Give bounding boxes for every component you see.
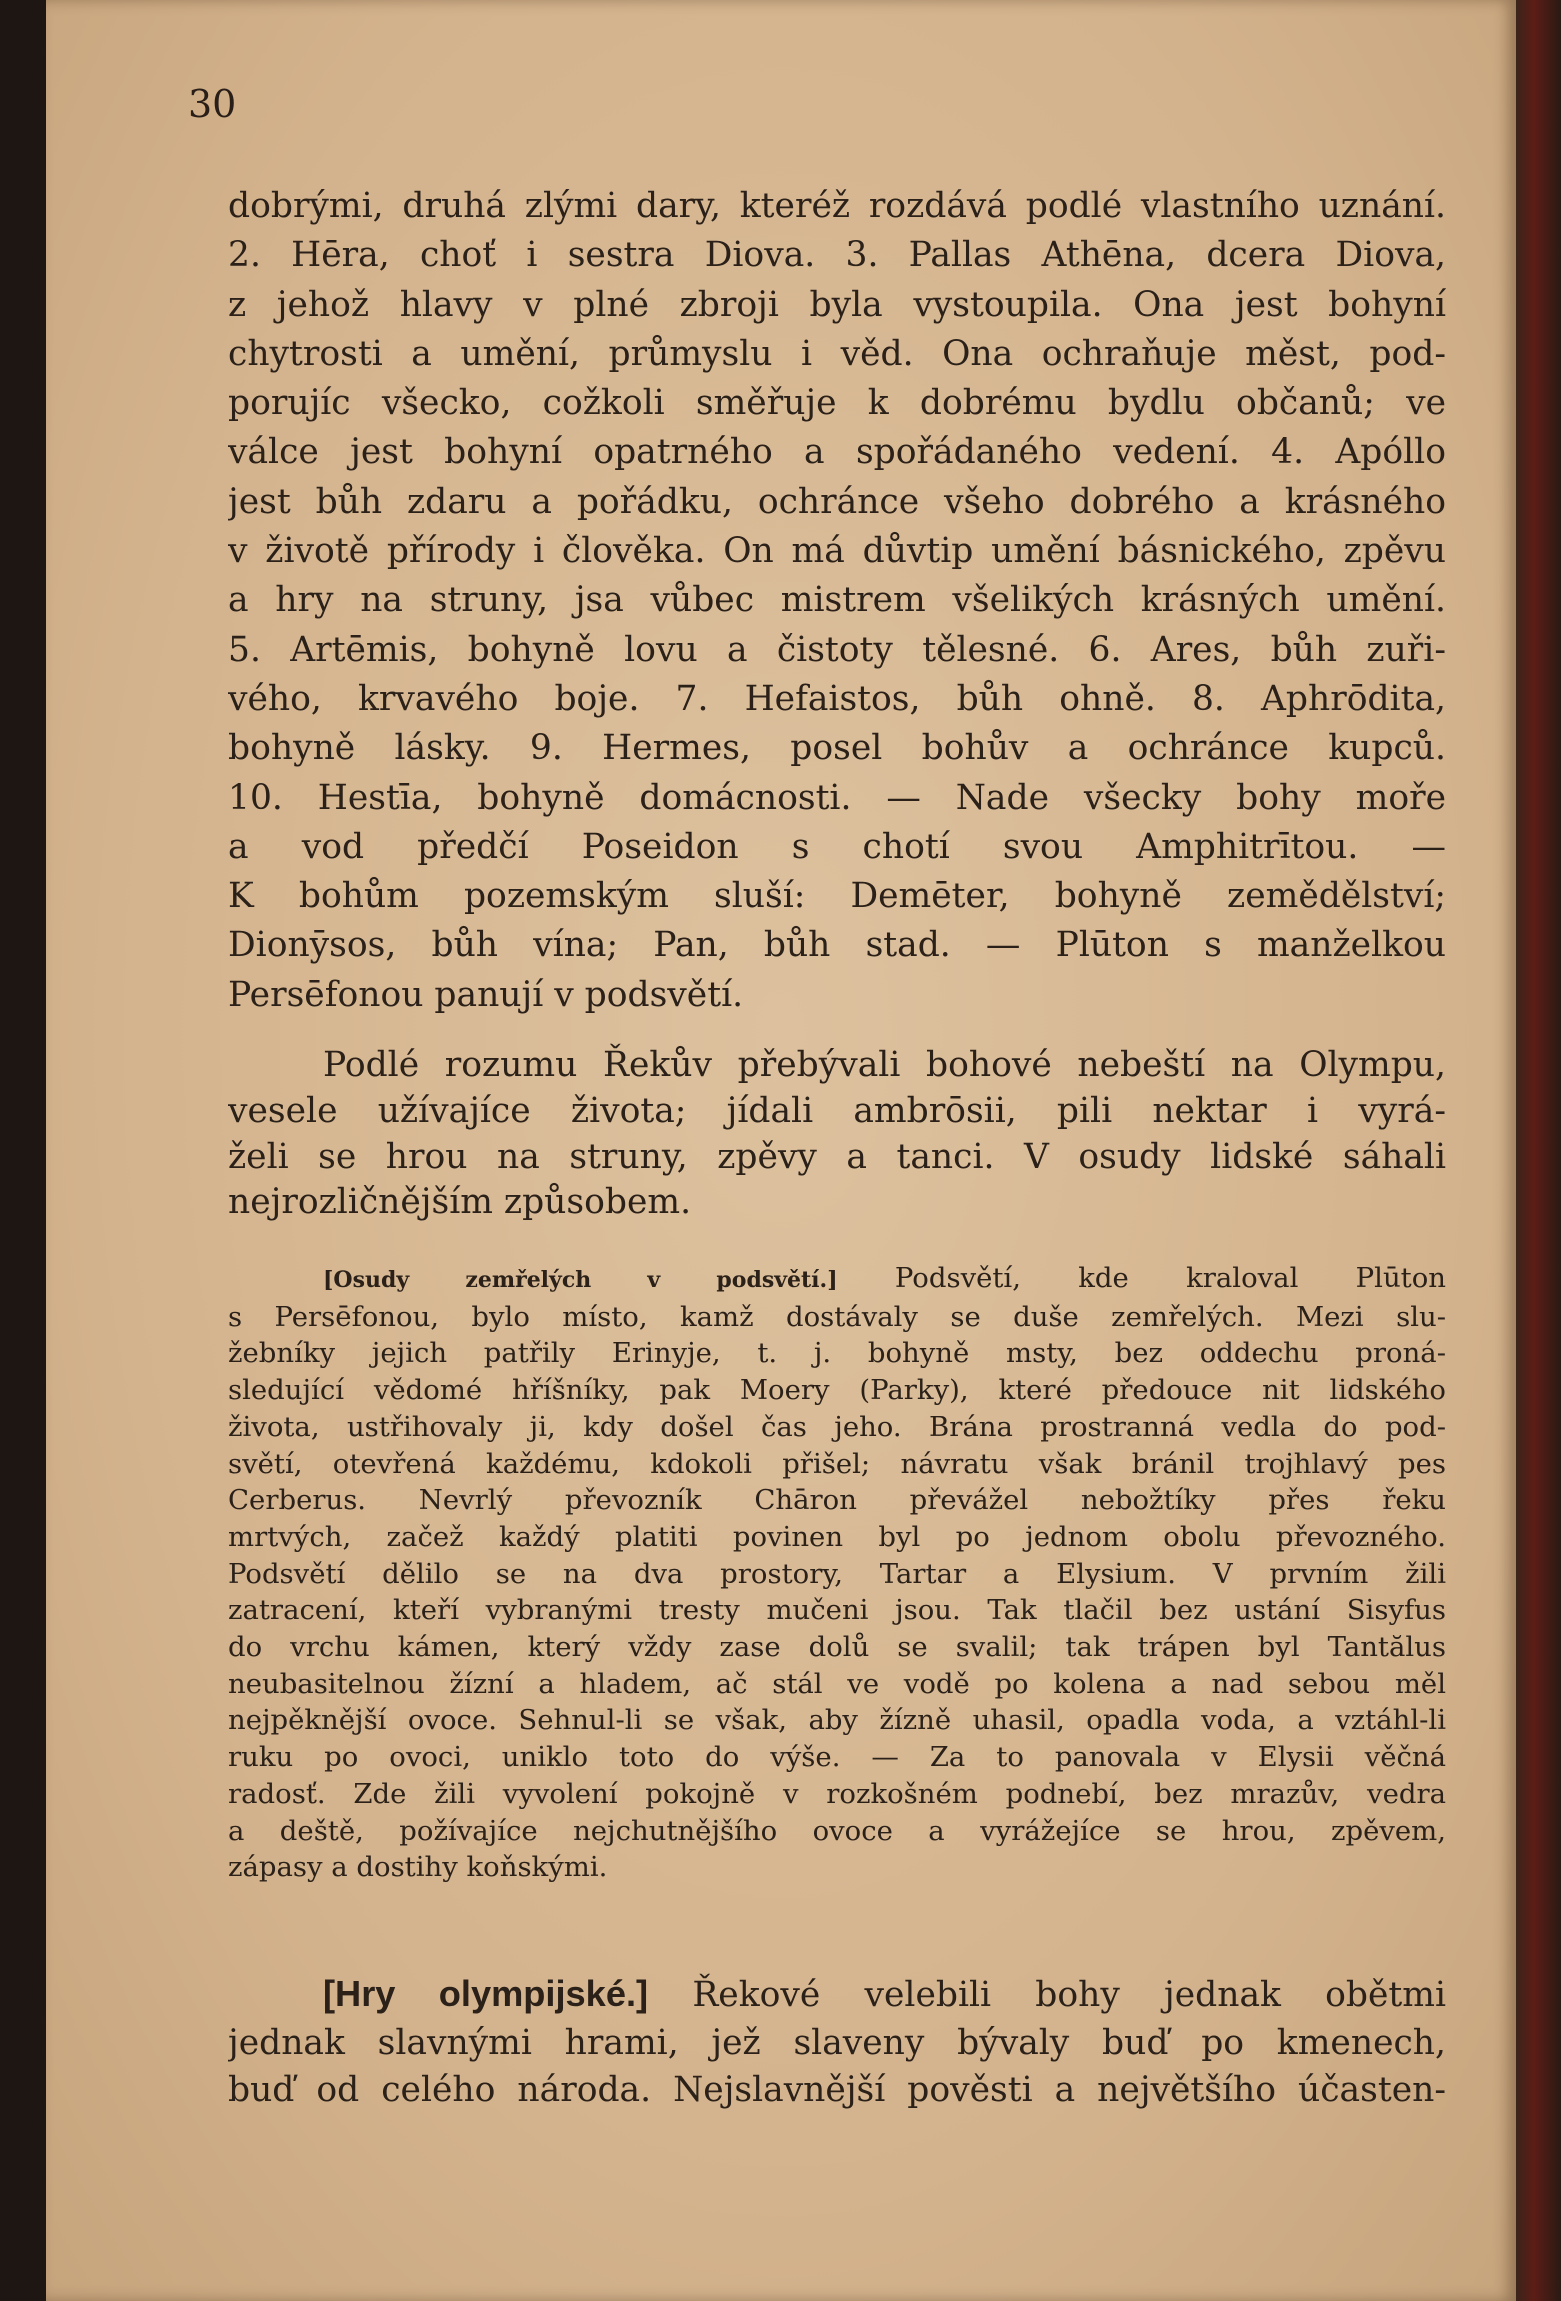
- text-line: a vod předčí Poseidon s chotí svou Amphitrītou. —: [228, 826, 1446, 867]
- text-line: Persēfonou panují v podsvětí.: [228, 974, 744, 1015]
- text-line: ruku po ovoci, uniklo toto do výše. — Za to panovala v Elysii věčná: [228, 1741, 1446, 1774]
- text-line: světí, otevřená každému, kdokoli přišel; návratu však bránil trojhlavý pes: [228, 1447, 1446, 1480]
- text-line: porujíc všecko, cožkoli směřuje k dobrému bydlu občanů; ve: [228, 383, 1446, 424]
- text-line: nejrozličnějším způsobem.: [228, 1182, 692, 1223]
- text-line: [228, 1260, 1446, 1299]
- book-spine: [1516, 0, 1561, 2301]
- text-line: zatracení, kteří vybranými tresty mučeni jsou. Tak tlačil bez ustání Sisyfus: [228, 1594, 1446, 1627]
- text-line: 10. Hestīa, bohyně domácnosti. — Nade všecky bohy moře: [228, 777, 1446, 818]
- text-line: sledující vědomé hříšníky, pak Moery (Parky), které předouce nit lidského: [228, 1374, 1446, 1407]
- text-line: 5. Artēmis, bohyně lovu a čistoty tělesné. 6. Ares, bůh zuři-: [228, 629, 1446, 670]
- text-line: neubasitelnou žízní a hladem, ač stál ve vodě po kolena a nad sebou měl: [228, 1667, 1446, 1700]
- text-line: bohyně lásky. 9. Hermes, posel bohův a ochránce kupců.: [228, 728, 1446, 769]
- page-number: 30: [188, 82, 237, 126]
- text-fragment: Řekové velebili bohy jednak obětmi: [692, 1975, 1446, 2015]
- text-line: s Persēfonou, bylo místo, kamž dostávaly se duše zemřelých. Mezi slu-: [228, 1300, 1446, 1333]
- text-line: jednak slavnými hrami, jež slaveny bývaly buď po kmenech,: [228, 2022, 1446, 2063]
- text-line: buď od celého národa. Nejslavnější pověsti a největšího účasten-: [228, 2070, 1446, 2110]
- text-line: válce jest bohyní opatrného a spořádaného vedení. 4. Apóllo: [228, 432, 1446, 473]
- text-line: Podsvětí dělilo se na dva prostory, Tartar a Elysium. V prvním žili: [228, 1557, 1446, 1590]
- text-line: života, ustřihovaly ji, kdy došel čas jeho. Brána prostranná vedla do pod-: [228, 1410, 1446, 1443]
- text-line: mrtvých, začež každý platiti povinen byl po jednom obolu převozného.: [228, 1520, 1446, 1553]
- text-fragment: Podsvětí, kde kraloval Plūton: [894, 1262, 1446, 1294]
- text-line: a deště, požívajíce nejchutnějšího ovoce a vyrážejíce se hrou, zpěvem,: [228, 1814, 1446, 1847]
- section-heading-games: [Hry olympijské.]: [323, 1973, 649, 2014]
- paragraph-gods: [228, 182, 1446, 1020]
- text-line: žebníky jejich patřily Erinyje, t. j. bohyně msty, bez oddechu proná-: [228, 1337, 1446, 1370]
- paragraph-underworld: [228, 1260, 1446, 1886]
- text-line: nejpěknější ovoce. Sehnul-li se však, aby žízně uhasil, opadla voda, a vztáhl-li: [228, 1704, 1446, 1737]
- paragraph-olympus: [228, 1043, 1446, 1226]
- paragraph-games: [228, 1970, 1446, 2115]
- text-line: [228, 1970, 1446, 2020]
- text-line: Dionȳsos, bůh vína; Pan, bůh stad. — Plūton s manželkou: [228, 925, 1446, 966]
- text-line: vého, krvavého boje. 7. Hefaistos, bůh ohně. 8. Aphrōdita,: [228, 678, 1446, 719]
- text-line: želi se hrou na struny, zpěvy a tanci. V osudy lidské sáhali: [228, 1136, 1446, 1177]
- text-line: v životě přírody i člověka. On má důvtip umění básnického, zpěvu: [228, 531, 1446, 572]
- text-line: K bohům pozemským sluší: Demēter, bohyně zemědělství;: [228, 876, 1446, 917]
- text-line: radosť. Zde žili vyvolení pokojně v rozkošném podnebí, bez mrazův, vedra: [228, 1777, 1446, 1810]
- text-line: dobrými, druhá zlými dary, kteréž rozdává podlé vlastního uznání.: [228, 186, 1446, 226]
- text-line: Podlé rozumu Řekův přebývali bohové nebeští na Olympu,: [323, 1045, 1446, 1085]
- text-line: do vrchu kámen, který vždy zase dolů se svalil; tak trápen byl Tantălus: [228, 1631, 1446, 1664]
- text-line: z jehož hlavy v plné zbroji byla vystoupila. Ona jest bohyní: [228, 284, 1446, 325]
- section-heading-underworld: [Osudy zemřelých v podsvětí.]: [323, 1267, 838, 1293]
- text-line: zápasy a dostihy koňskými.: [228, 1851, 608, 1884]
- text-line: Cerberus. Nevrlý převozník Chāron převážel nebožtíky přes řeku: [228, 1484, 1446, 1517]
- book-page: [46, 0, 1516, 2301]
- text-line: 2. Hēra, choť i sestra Diova. 3. Pallas Athēna, dcera Diova,: [228, 235, 1446, 276]
- text-line: jest bůh zdaru a pořádku, ochránce všeho dobrého a krásného: [228, 481, 1446, 522]
- text-line: a hry na struny, jsa vůbec mistrem všelikých krásných umění.: [228, 580, 1446, 621]
- text-line: vesele užívajíce života; jídali ambrōsii, pili nektar i vyrá-: [228, 1090, 1446, 1131]
- text-line: chytrosti a umění, průmyslu i věd. Ona ochraňuje měst, pod-: [228, 333, 1446, 374]
